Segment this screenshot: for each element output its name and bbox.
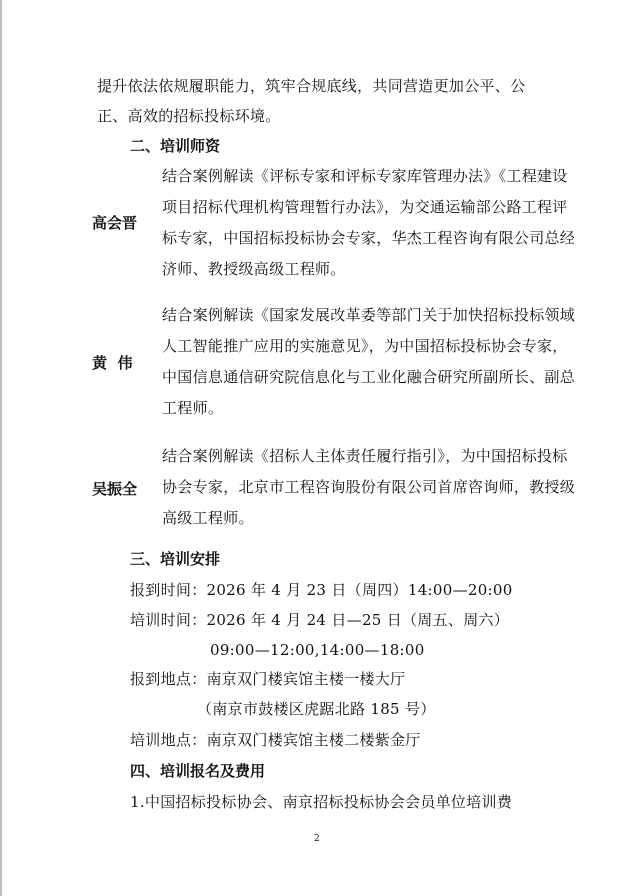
- teacher-bio-line: 标专家，中国招标投标协会专家，华杰工程咨询有限公司总经: [162, 229, 576, 247]
- section-heading-registration: 四、培训报名及费用: [130, 762, 266, 780]
- intro-line-2: 正、高效的招标投标环境。: [97, 107, 281, 125]
- training-place: 培训地点：南京双门楼宾馆主楼二楼紫金厅: [130, 731, 421, 749]
- section-heading-teachers: 二、培训师资: [130, 137, 221, 155]
- checkin-place: 报到地点：南京双门楼宾馆主楼一楼大厅: [130, 670, 406, 688]
- teacher-name: 吴振全: [92, 480, 138, 498]
- intro-line-1: 提升依法依规履职能力，筑牢合规底线，共同营造更加公平、公: [97, 77, 526, 95]
- teacher-bio-line: 济师、教授级高级工程师。: [162, 260, 346, 278]
- teacher-bio-line: 协会专家，北京市工程咨询股份有限公司首席咨询师，教授级: [162, 478, 576, 496]
- teacher-name: 高会晋: [92, 214, 138, 232]
- teacher-bio-line: 高级工程师。: [162, 509, 254, 527]
- teacher-bio-line: 人工智能推广应用的实施意见》，为中国招标投标协会专家，: [162, 337, 568, 355]
- teacher-bio-line: 中国信息通信研究院信息化与工业化融合研究所副所长、副总: [162, 368, 576, 386]
- fee-item-1: 1.中国招标投标协会、南京招标投标协会会员单位培训费: [130, 793, 513, 811]
- training-time: 培训时间：2026 年 4 月 24 日—25 日（周五、周六）: [130, 611, 510, 629]
- checkin-address: （南京市鼓楼区虎踞北路 185 号）: [197, 700, 436, 718]
- page-number: 2: [314, 834, 320, 844]
- checkin-time: 报到时间：2026 年 4 月 23 日（周四）14:00—20:00: [130, 581, 513, 599]
- teacher-bio-line: 结合案例解读《评标专家和评标专家库管理办法》《工程建设: [162, 167, 568, 185]
- teacher-bio-line: 项目招标代理机构管理暂行办法》，为交通运输部公路工程评: [162, 198, 568, 216]
- teacher-name: 黄 伟: [92, 354, 133, 372]
- teacher-bio-line: 结合案例解读《招标人主体责任履行指引》，为中国招标投标: [162, 447, 568, 465]
- training-hours: 09:00—12:00,14:00—18:00: [210, 641, 425, 659]
- teacher-bio-line: 结合案例解读《国家发展改革委等部门关于加快招标投标领域: [162, 306, 576, 324]
- teacher-bio-line: 工程师。: [162, 399, 224, 417]
- section-heading-schedule: 三、培训安排: [130, 550, 221, 568]
- page-edge: [0, 0, 2, 896]
